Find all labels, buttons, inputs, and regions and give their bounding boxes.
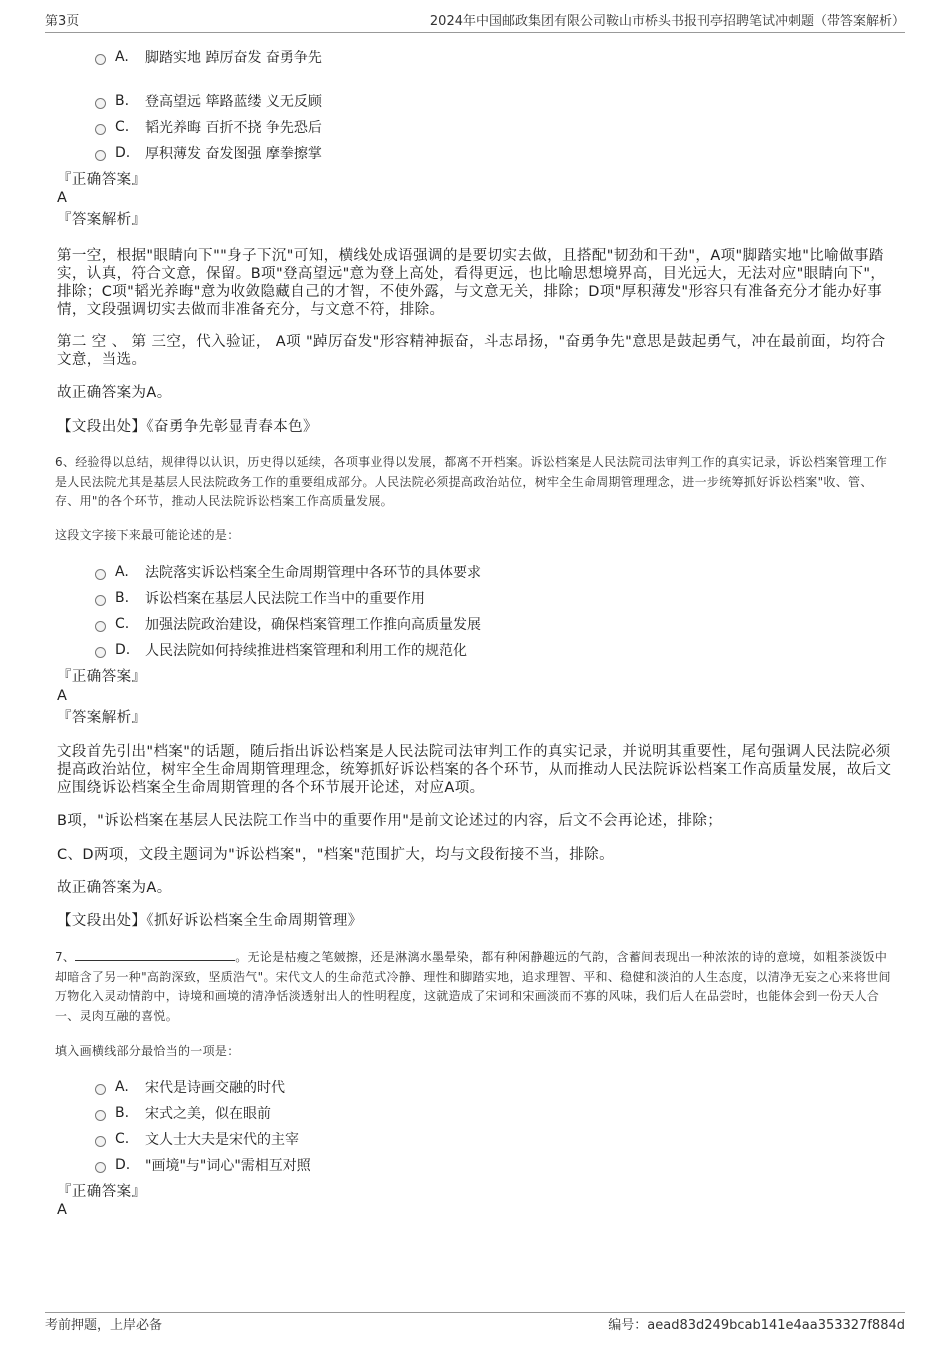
option-label: A. <box>115 564 129 580</box>
radio-icon[interactable] <box>95 150 106 161</box>
option-label: B. <box>115 590 130 606</box>
option-text: 法院落实诉讼档案全生命周期管理中各环节的具体要求 <box>145 565 481 581</box>
q5-option-d[interactable] <box>95 143 322 163</box>
analysis-paragraph: 第二 空 、 第 三空，代入验证， A项 "踔厉奋发"形容精神振奋，斗志昂扬，"奋勇争先"意思是鼓起勇气，冲在最前面，均符合文意，当选。 <box>57 334 886 368</box>
radio-icon[interactable] <box>95 1136 106 1147</box>
q6-option-b[interactable] <box>95 588 425 608</box>
radio-icon[interactable] <box>95 98 106 109</box>
q7-option-a[interactable] <box>95 1077 285 1097</box>
page-number: 第3页 <box>45 14 80 29</box>
footer-slogan: 考前押题，上岸必备 <box>45 1318 163 1333</box>
analysis-heading: 『答案解析』 <box>57 212 147 228</box>
analysis-paragraph: 第一空，根据"眼睛向下""身子下沉"可知，横线处成语强调的是要切实去做，且搭配"韧劲和干劲"，A项"脚踏实地"比喻做事踏实，认真，符合文意，保留。B项"登高望远"意为登上高处，看得更远，也比喻思想境界高，目光远大，无法对应"眼睛向下"，排除；C项"韬光养晦"意为收敛隐藏自己的才智，不使外露，与文意无关，排除；D项"厚积薄发"形容只有准备充分才能办好事情，文段强调切实去做而非准备充分，与文意不符，排除。 <box>57 248 886 318</box>
option-label: D. <box>115 1157 131 1173</box>
option-text: 文人士大夫是宋代的主宰 <box>145 1132 299 1148</box>
stem-text: 。无论是枯瘦之笔皴擦，还是淋漓水墨晕染，都有种闲静趣远的气韵，含蓄间表现出一种浓浓的诗的意境，如粗茶淡饭中却暗含了另一种"高韵深致，坚质浩气"。宋代文人的生命范式冷静、理性和脚踏实地，追求理智、平和、稳健和淡泊的人生态度，以清净无妄之心来将世间万物化入灵动情韵中，诗境和画境的清净恬淡透射出人的性明程度，这就造成了宋词和宋画淡而不寡的风味，我们后人在品尝时，也能体会到一份天人合一、灵肉互融的喜悦。 <box>55 950 891 1023</box>
option-label: A. <box>115 49 129 65</box>
answer-value: A <box>57 688 68 704</box>
option-text: 韬光养晦 百折不挠 争先恐后 <box>145 120 322 136</box>
option-text: "画境"与"词心"需相互对照 <box>145 1158 311 1174</box>
option-text: 厚积薄发 奋发图强 摩拳擦掌 <box>145 146 322 162</box>
option-label: C. <box>115 1131 130 1147</box>
option-label: C. <box>115 616 130 632</box>
document-title: 2024年中国邮政集团有限公司鞍山市桥头书报刊亭招聘笔试冲刺题（带答案解析） <box>429 14 905 29</box>
q6-stem: 6、经验得以总结，规律得以认识，历史得以延续，各项事业得以发展，都离不开档案。诉讼档案是人民法院司法审判工作的真实记录，诉讼档案管理工作是人民法院尤其是基层人民法院政务工作的重要组成部分。人民法院必须提高政治站位，树牢全生命周期管理理念，进一步统筹抓好诉讼档案"收、管、存、用"的各个环节，推动人民法院诉讼档案工作高质量发展。 <box>55 455 888 508</box>
q7-stem <box>55 948 897 1026</box>
radio-icon[interactable] <box>95 569 106 580</box>
q5-option-a[interactable] <box>95 47 322 67</box>
option-label: B. <box>115 93 130 109</box>
q6-prompt: 这段文字接下来最可能论述的是： <box>55 528 240 542</box>
radio-icon[interactable] <box>95 54 106 65</box>
option-text: 脚踏实地 踔厉奋发 奋勇争先 <box>145 50 322 66</box>
header-divider <box>45 32 905 33</box>
option-text: 登高望远 筚路蓝缕 义无反顾 <box>145 94 322 110</box>
q5-option-b[interactable] <box>95 91 322 111</box>
q6-option-c[interactable] <box>95 614 481 634</box>
option-text: 宋代是诗画交融的时代 <box>145 1080 285 1096</box>
answer-heading: 『正确答案』 <box>57 1184 147 1200</box>
option-label: B. <box>115 1105 130 1121</box>
option-text: 人民法院如何持续推进档案管理和利用工作的规范化 <box>145 643 467 659</box>
footer-divider <box>45 1312 905 1313</box>
document-id: 编号：aead83d249bcab141e4aa353327f884d <box>608 1318 905 1333</box>
radio-icon[interactable] <box>95 595 106 606</box>
q6-option-d[interactable] <box>95 640 467 660</box>
option-text: 宋式之美，似在眼前 <box>145 1106 271 1122</box>
fill-blank <box>75 948 235 961</box>
radio-icon[interactable] <box>95 1110 106 1121</box>
source-citation: 【文段出处】《抓好诉讼档案全生命周期管理》 <box>57 913 363 929</box>
analysis-paragraph: C、D两项，文段主题词为"诉讼档案"，"档案"范围扩大，均与文段衔接不当，排除。 <box>57 847 614 863</box>
analysis-paragraph: B项，"诉讼档案在基层人民法院工作当中的重要作用"是前文论述过的内容，后文不会再论述，排除； <box>57 813 723 829</box>
q5-option-c[interactable] <box>95 117 322 137</box>
option-label: C. <box>115 119 130 135</box>
answer-value: A <box>57 190 68 206</box>
analysis-conclusion: 故正确答案为A。 <box>57 385 172 401</box>
q6-option-a[interactable] <box>95 562 481 582</box>
analysis-heading: 『答案解析』 <box>57 710 147 726</box>
q7-prompt: 填入画横线部分最恰当的一项是： <box>55 1044 240 1058</box>
option-text: 诉讼档案在基层人民法院工作当中的重要作用 <box>145 591 425 607</box>
radio-icon[interactable] <box>95 1162 106 1173</box>
question-number: 7、 <box>55 950 76 964</box>
answer-value: A <box>57 1202 68 1218</box>
radio-icon[interactable] <box>95 1084 106 1095</box>
answer-heading: 『正确答案』 <box>57 172 147 188</box>
analysis-paragraph: 文段首先引出"档案"的话题，随后指出诉讼档案是人民法院司法审判工作的真实记录，并说明其重要性，尾句强调人民法院必须提高政治站位，树牢全生命周期管理理念，统筹抓好诉讼档案的各个环节，从而推动人民法院诉讼档案工作高质量发展，故后文应围绕诉讼档案全生命周期管理的各个环节展开论述，对应A项。 <box>57 744 892 796</box>
q7-option-c[interactable] <box>95 1129 299 1149</box>
analysis-conclusion: 故正确答案为A。 <box>57 880 172 896</box>
option-text: 加强法院政治建设，确保档案管理工作推向高质量发展 <box>145 617 481 633</box>
option-label: A. <box>115 1079 129 1095</box>
q7-option-d[interactable] <box>95 1155 311 1175</box>
answer-heading: 『正确答案』 <box>57 669 147 685</box>
radio-icon[interactable] <box>95 621 106 632</box>
option-label: D. <box>115 642 131 658</box>
option-label: D. <box>115 145 131 161</box>
q7-option-b[interactable] <box>95 1103 271 1123</box>
radio-icon[interactable] <box>95 124 106 135</box>
radio-icon[interactable] <box>95 647 106 658</box>
source-citation: 【文段出处】《奋勇争先彰显青春本色》 <box>57 419 318 435</box>
